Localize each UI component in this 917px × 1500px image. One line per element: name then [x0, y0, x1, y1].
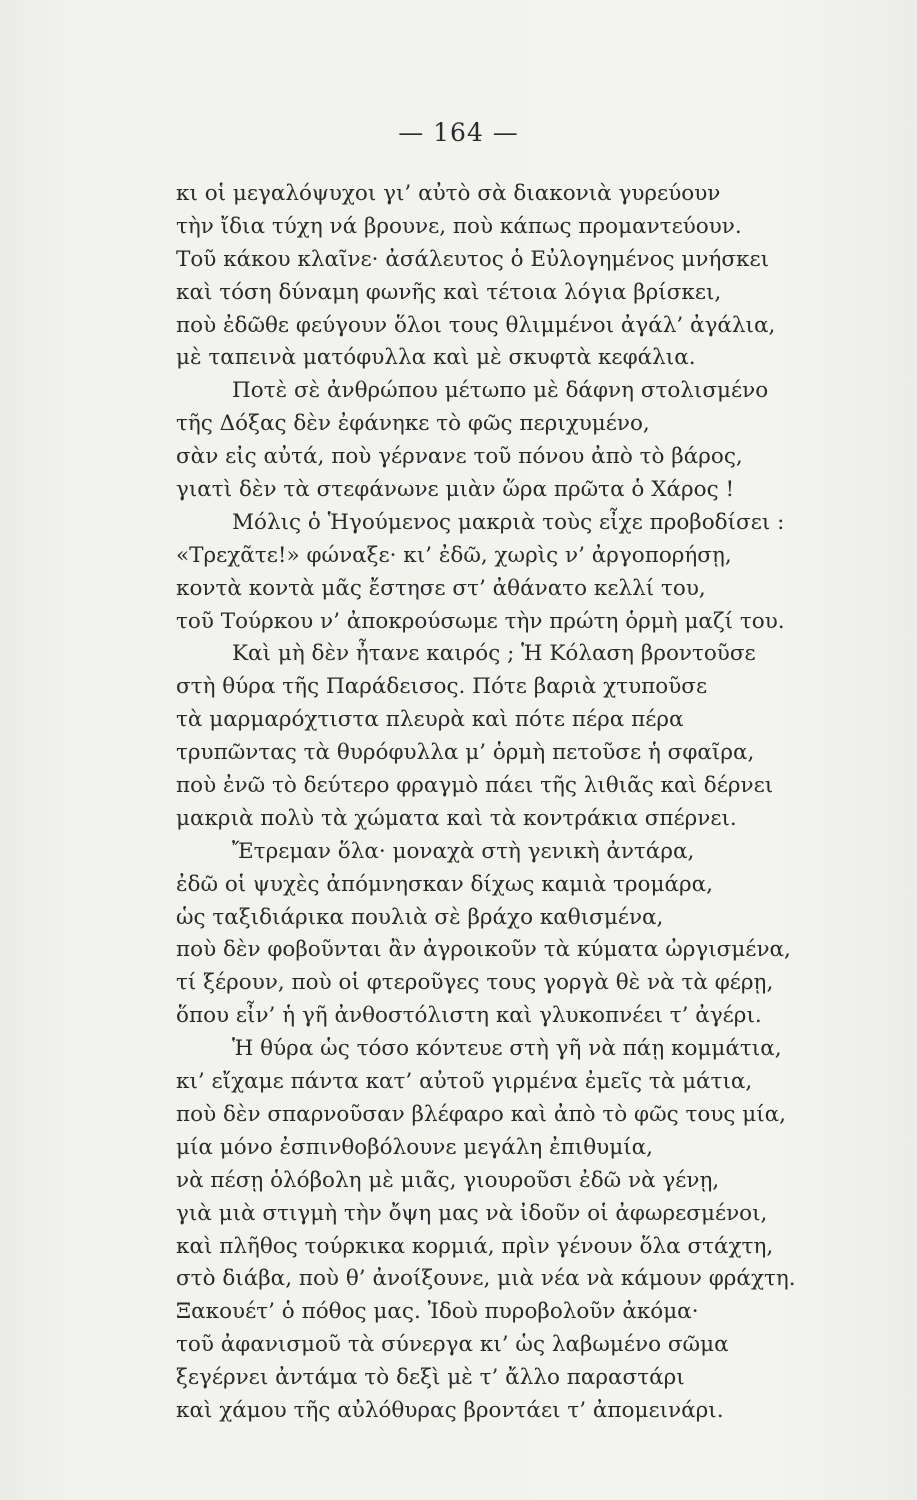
poem-line: Ξακουέτ’ ὁ πόθος μας. Ἰδοὺ πυροβολοῦν ἀκόμα·	[176, 1299, 699, 1325]
poem-line: Ποτὲ σὲ ἀνθρώπου μέτωπο μὲ δάφνη στολισμένο	[232, 378, 769, 404]
poem-line: Καὶ μὴ δὲν ἦτανε καιρός ; Ἡ Κόλαση βροντοῦσε	[232, 641, 756, 667]
poem-line: ποὺ ἐδῶθε φεύγουν ὅλοι τους θλιμμένοι ἀγάλ’ ἀγάλια,	[176, 312, 776, 338]
poem-line: μὲ ταπεινὰ ματόφυλλα καὶ μὲ σκυφτὰ κεφάλια.	[176, 345, 696, 371]
poem-line: καὶ χάμου τῆς αὐλόθυρας βροντάει τ’ ἀπομεινάρι.	[176, 1397, 724, 1423]
poem-line: τοῦ Τούρκου ν’ ἀποκρούσωμε τὴν πρώτη ὁρμὴ μαζί του.	[176, 608, 785, 634]
poem-line: μία μόνο ἐσπινθοβόλουνε μεγάλη ἐπιθυμία,	[176, 1134, 653, 1160]
page-number: — 164 —	[398, 118, 519, 147]
poem-line: ἐδῶ οἱ ψυχὲς ἀπόμνησκαν δίχως καμιὰ τρομάρα,	[176, 871, 713, 897]
poem-text	[176, 178, 856, 1428]
poem-line: Μόλις ὁ Ἡγούμενος μακριὰ τοὺς εἶχε προβοδίσει :	[232, 509, 785, 535]
poem-line: κι οἱ μεγαλόψυχοι γι’ αὐτὸ σὰ διακονιὰ γυρεύουν	[176, 181, 721, 206]
poem-line: Ἡ θύρα ὡς τόσο κόντευε στὴ γῆ νὰ πάῃ κομμάτια,	[232, 1036, 782, 1062]
poem-line: καὶ πλῆθος τούρκικα κορμιά, πρὶν γένουν ὅλα στάχτη,	[176, 1233, 774, 1259]
poem-line: τρυπῶντας τὰ θυρόφυλλα μ’ ὁρμὴ πετοῦσε ἡ σφαῖρα,	[176, 740, 755, 766]
poem-line: στὴ θύρα τῆς Παράδεισος. Πότε βαριὰ χτυποῦσε	[176, 674, 708, 700]
poem-line: ὅπου εἶν’ ἡ γῆ ἀνθοστόλιστη καὶ γλυκοπνέει τ’ ἀγέρι.	[176, 1003, 762, 1029]
poem-line: στὸ διάβα, ποὺ θ’ ἀνοίξουνε, μιὰ νέα νὰ κάμουν φράχτη.	[176, 1266, 796, 1292]
poem-line: «Τρεχᾶτε!» φώναξε· κι’ ἐδῶ, χωρὶς ν’ ἀργοπορήσῃ,	[176, 542, 732, 568]
poem-line: ποὺ δὲν φοβοῦνται ἂν ἀγροικοῦν τὰ κύματα ὠργισμένα,	[176, 937, 791, 963]
poem-line: Τοῦ κάκου κλαῖνε· ἀσάλευτος ὁ Εὐλογημένος μνήσκει	[176, 246, 770, 272]
poem-line: νὰ πέσῃ ὁλόβολη μὲ μιᾶς, γιουροῦσι ἐδῶ νὰ γένῃ,	[176, 1167, 720, 1193]
poem-line: καὶ τόση δύναμη φωνῆς καὶ τέτοια λόγια βρίσκει,	[176, 279, 722, 305]
poem-line: σὰν εἰς αὐτά, ποὺ γέρνανε τοῦ πόνου ἀπὸ τὸ βάρος,	[176, 444, 743, 470]
poem-line: ποὺ ἐνῶ τὸ δεύτερο φραγμὸ πάει τῆς λιθιᾶς καὶ δέρνει	[176, 773, 774, 799]
poem-line: μακριὰ πολὺ τὰ χώματα καὶ τὰ κοντράκια σπέρνει.	[176, 805, 737, 831]
poem-line: γιὰ μιὰ στιγμὴ τὴν ὄψη μας νὰ ἰδοῦν οἱ ἀφωρεσμένοι,	[176, 1200, 768, 1226]
poem-line: τί ξέρουν, ποὺ οἱ φτεροῦγες τους γοργὰ θὲ νὰ τὰ φέρῃ,	[176, 970, 774, 996]
poem-line: ὡς ταξιδιάρικα πουλιὰ σὲ βράχο καθισμένα,	[176, 904, 664, 930]
poem-line: τῆς Δόξας δὲν ἐφάνηκε τὸ φῶς περιχυμένο,	[176, 411, 650, 437]
poem-line: ποὺ δὲν σπαρνοῦσαν βλέφαρο καὶ ἀπὸ τὸ φῶς τους μία,	[176, 1101, 787, 1127]
poem-line: τοῦ ἀφανισμοῦ τὰ σύνεργα κι’ ὡς λαβωμένο σῶμα	[176, 1332, 729, 1358]
poem-line: ξεγέρνει ἀντάμα τὸ δεξὶ μὲ τ’ ἄλλο παραστάρι	[176, 1365, 685, 1391]
poem-line: τὴν ἴδια τύχη νά βρουνε, ποὺ κάπως προμαντεύουν.	[176, 213, 742, 239]
poem-line: γιατὶ δὲν τὰ στεφάνωνε μιὰν ὥρα πρῶτα ὁ Χάρος !	[176, 477, 735, 503]
poem-line: τὰ μαρμαρόχτιστα πλευρὰ καὶ πότε πέρα πέρα	[176, 707, 684, 733]
poem-line: κοντὰ κοντὰ μᾶς ἔστησε στ’ ἀθάνατο κελλί του,	[176, 575, 706, 601]
poem-line: κι’ εἴχαμε πάντα κατ’ αὐτοῦ γιρμένα ἐμεῖς τὰ μάτια,	[176, 1069, 753, 1095]
poem-line: Ἔτρεμαν ὅλα· μοναχὰ στὴ γενικὴ ἀντάρα,	[232, 838, 695, 864]
